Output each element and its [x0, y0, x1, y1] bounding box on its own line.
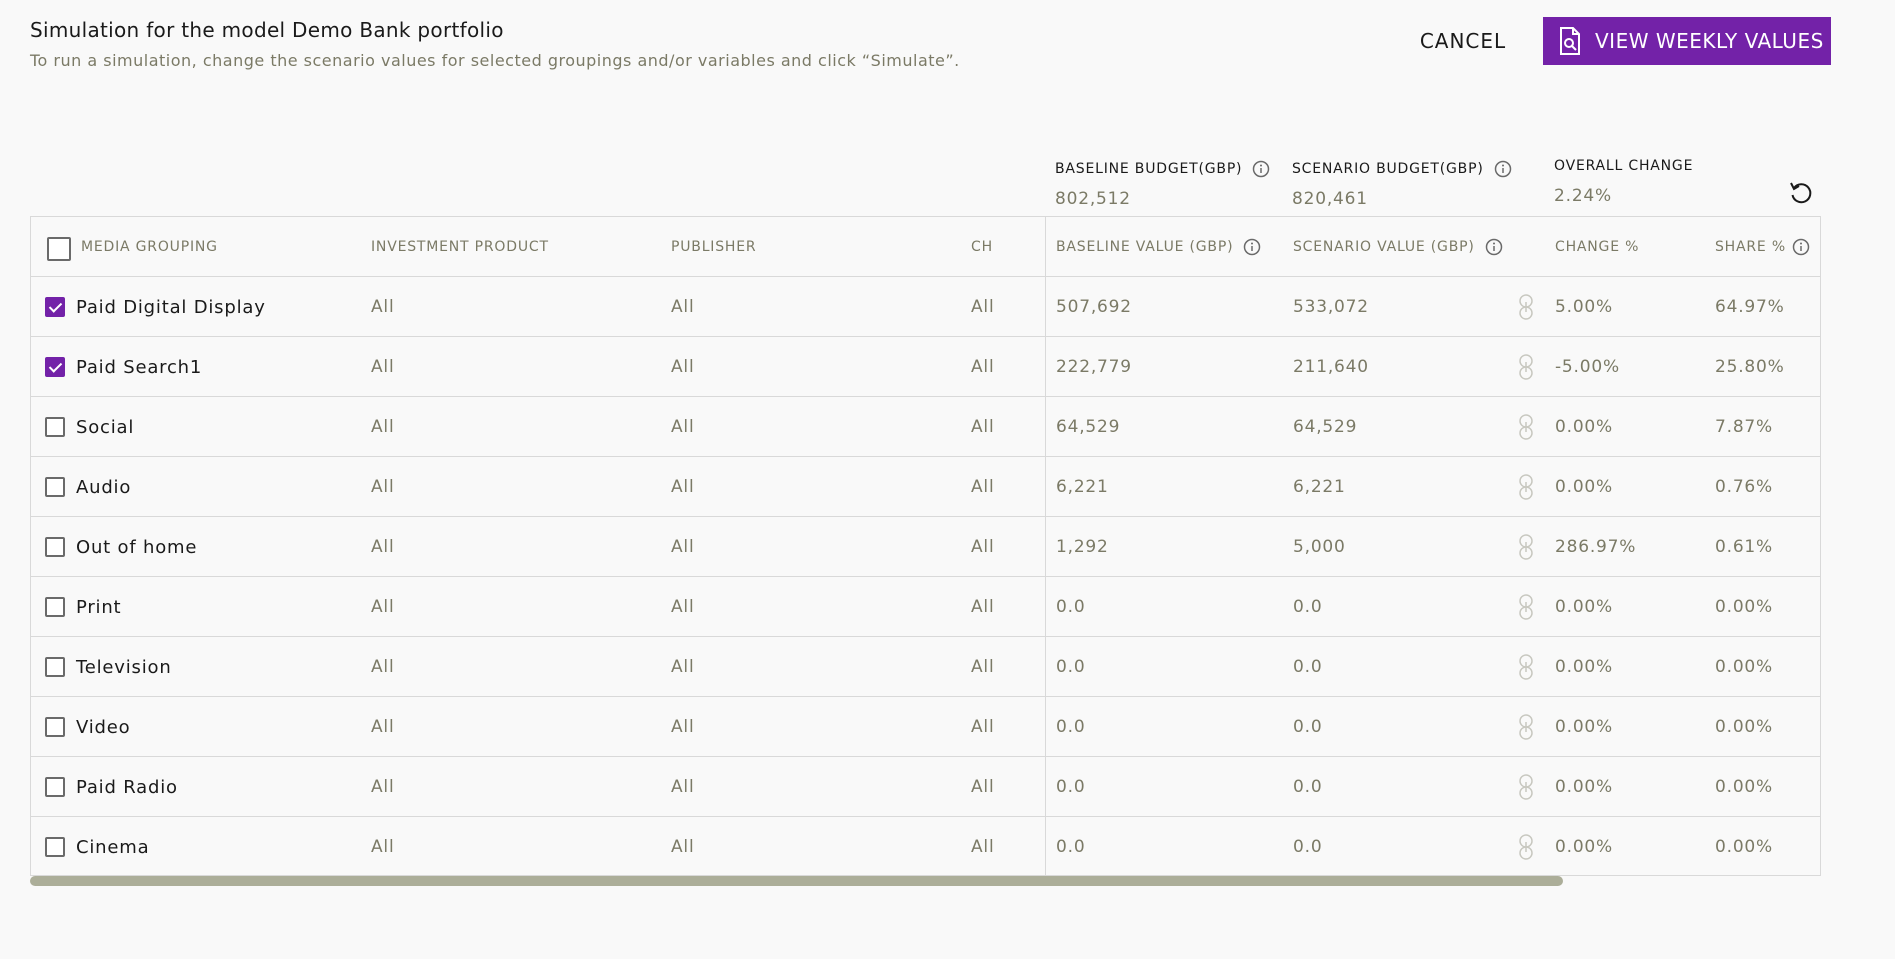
header-share-label: SHARE % — [1715, 239, 1786, 255]
investment-product-cell: All — [371, 537, 395, 557]
share-cell: 7.87% — [1715, 417, 1774, 437]
scenario-value-cell[interactable]: 0.0 — [1293, 657, 1323, 677]
baseline-value-cell: 507,692 — [1056, 297, 1132, 317]
media-grouping-cell: Paid Search1 — [76, 356, 203, 378]
cancel-button[interactable]: CANCEL — [1400, 17, 1526, 65]
publisher-cell: All — [671, 777, 695, 797]
media-grouping-cell: Paid Digital Display — [76, 296, 266, 318]
link-icon[interactable] — [1519, 714, 1533, 740]
publisher-cell: All — [671, 717, 695, 737]
info-icon[interactable] — [1792, 238, 1810, 256]
info-icon[interactable] — [1485, 238, 1503, 256]
media-grouping-cell: Print — [76, 596, 122, 618]
row-checkbox[interactable] — [45, 717, 65, 737]
channel-cell: All — [971, 657, 995, 677]
row-checkbox[interactable] — [45, 417, 65, 437]
share-cell: 0.00% — [1715, 657, 1774, 677]
share-cell: 0.00% — [1715, 717, 1774, 737]
media-grouping-cell: Video — [76, 716, 131, 738]
baseline-budget-title: BASELINE BUDGET — [1055, 161, 1199, 177]
channel-cell: All — [971, 297, 995, 317]
baseline-value-cell: 6,221 — [1056, 477, 1109, 497]
scenario-value-cell[interactable]: 211,640 — [1293, 357, 1369, 377]
overall-change-label: OVERALL CHANGE — [1554, 158, 1694, 174]
link-icon[interactable] — [1519, 654, 1533, 680]
info-icon[interactable] — [1243, 238, 1261, 256]
link-icon[interactable] — [1519, 354, 1533, 380]
row-checkbox[interactable] — [45, 477, 65, 497]
table-row — [31, 337, 1821, 397]
publisher-cell: All — [671, 297, 695, 317]
channel-cell: All — [971, 597, 995, 617]
investment-product-cell: All — [371, 417, 395, 437]
table-row — [31, 277, 1821, 337]
baseline-value-cell: 0.0 — [1056, 597, 1086, 617]
publisher-cell: All — [671, 837, 695, 857]
row-checkbox[interactable] — [45, 297, 65, 317]
horizontal-scrollbar-thumb[interactable] — [30, 876, 1563, 886]
header-investment-product[interactable]: INVESTMENT PRODUCT — [371, 239, 549, 255]
publisher-cell: All — [671, 417, 695, 437]
channel-cell: All — [971, 837, 995, 857]
baseline-budget-label — [1055, 160, 1270, 178]
investment-product-cell: All — [371, 357, 395, 377]
row-checkbox[interactable] — [45, 537, 65, 557]
scenario-budget-label — [1292, 160, 1512, 178]
change-cell[interactable]: 0.00% — [1555, 657, 1614, 677]
change-cell[interactable]: 5.00% — [1555, 297, 1614, 317]
investment-product-cell: All — [371, 777, 395, 797]
page-title: Simulation for the model Demo Bank portfolio — [30, 18, 504, 42]
header-publisher[interactable]: PUBLISHER — [671, 239, 757, 255]
media-grouping-cell: Television — [76, 656, 172, 678]
share-cell: 25.80% — [1715, 357, 1785, 377]
change-cell[interactable]: 0.00% — [1555, 477, 1614, 497]
header-scenario-value[interactable] — [1293, 217, 1503, 277]
change-cell[interactable]: 0.00% — [1555, 837, 1614, 857]
link-icon[interactable] — [1519, 534, 1533, 560]
row-checkbox[interactable] — [45, 597, 65, 617]
share-cell: 0.00% — [1715, 837, 1774, 857]
page-subtitle: To run a simulation, change the scenario values for selected groupings and/or variables and click “Simulate”. — [30, 51, 960, 70]
document-search-icon — [1559, 27, 1581, 55]
table-row — [31, 817, 1821, 876]
investment-product-cell: All — [371, 477, 395, 497]
investment-product-cell: All — [371, 657, 395, 677]
baseline-value-cell: 0.0 — [1056, 717, 1086, 737]
baseline-value-cell: 0.0 — [1056, 837, 1086, 857]
reset-icon[interactable] — [1788, 180, 1814, 206]
scenario-value-cell[interactable]: 0.0 — [1293, 717, 1323, 737]
channel-cell: All — [971, 537, 995, 557]
channel-cell: All — [971, 417, 995, 437]
scenario-value-cell[interactable]: 5,000 — [1293, 537, 1346, 557]
header-baseline-value-label: BASELINE VALUE (GBP) — [1056, 239, 1234, 255]
media-grouping-cell: Social — [76, 416, 135, 438]
table-row — [31, 457, 1821, 517]
row-checkbox[interactable] — [45, 657, 65, 677]
scenario-value-cell[interactable]: 533,072 — [1293, 297, 1369, 317]
baseline-budget-unit: (GBP) — [1198, 161, 1243, 177]
scenario-budget-value: 820,461 — [1292, 189, 1368, 209]
overall-change-value: 2.24% — [1554, 186, 1613, 206]
publisher-cell: All — [671, 357, 695, 377]
publisher-cell: All — [671, 657, 695, 677]
header-channel[interactable]: CH — [971, 239, 993, 255]
header-baseline-value[interactable] — [1056, 217, 1261, 277]
channel-cell: All — [971, 777, 995, 797]
publisher-cell: All — [671, 477, 695, 497]
channel-cell: All — [971, 717, 995, 737]
share-cell: 0.61% — [1715, 537, 1774, 557]
info-icon[interactable] — [1494, 160, 1512, 178]
investment-product-cell: All — [371, 837, 395, 857]
table-row — [31, 517, 1821, 577]
row-checkbox[interactable] — [45, 357, 65, 377]
link-icon[interactable] — [1519, 414, 1533, 440]
table-row — [31, 757, 1821, 817]
baseline-value-cell: 1,292 — [1056, 537, 1109, 557]
header-share[interactable] — [1715, 217, 1810, 277]
scenario-value-cell[interactable]: 0.0 — [1293, 597, 1323, 617]
table-row — [31, 577, 1821, 637]
simulation-table — [30, 216, 1821, 876]
channel-cell: All — [971, 357, 995, 377]
change-cell[interactable]: -5.00% — [1555, 357, 1620, 377]
media-grouping-cell: Cinema — [76, 836, 150, 858]
table-header-row — [31, 217, 1821, 277]
baseline-value-cell: 0.0 — [1056, 777, 1086, 797]
publisher-cell: All — [671, 537, 695, 557]
change-cell[interactable]: 0.00% — [1555, 597, 1614, 617]
header-change[interactable]: CHANGE % — [1555, 239, 1640, 255]
share-cell: 0.76% — [1715, 477, 1774, 497]
scenario-budget-title: SCENARIO BUDGET — [1292, 161, 1440, 177]
table-row — [31, 697, 1821, 757]
view-weekly-values-button[interactable] — [1543, 17, 1831, 65]
view-weekly-values-label: VIEW WEEKLY VALUES — [1595, 29, 1824, 53]
change-cell[interactable]: 286.97% — [1555, 537, 1637, 557]
header-media-grouping[interactable]: MEDIA GROUPING — [81, 239, 218, 255]
media-grouping-cell: Paid Radio — [76, 776, 178, 798]
change-cell[interactable]: 0.00% — [1555, 777, 1614, 797]
share-cell: 0.00% — [1715, 597, 1774, 617]
media-grouping-cell: Out of home — [76, 536, 198, 558]
link-icon[interactable] — [1519, 294, 1533, 320]
media-grouping-cell: Audio — [76, 476, 132, 498]
info-icon[interactable] — [1252, 160, 1270, 178]
header-scenario-value-label: SCENARIO VALUE (GBP) — [1293, 239, 1475, 255]
link-icon[interactable] — [1519, 774, 1533, 800]
scenario-value-cell[interactable]: 6,221 — [1293, 477, 1346, 497]
table-row — [31, 397, 1821, 457]
link-icon[interactable] — [1519, 834, 1533, 860]
baseline-value-cell: 222,779 — [1056, 357, 1132, 377]
baseline-budget-value: 802,512 — [1055, 189, 1131, 209]
change-cell[interactable]: 0.00% — [1555, 717, 1614, 737]
investment-product-cell: All — [371, 717, 395, 737]
investment-product-cell: All — [371, 297, 395, 317]
row-checkbox[interactable] — [45, 837, 65, 857]
scenario-value-cell[interactable]: 64,529 — [1293, 417, 1358, 437]
row-checkbox[interactable] — [45, 777, 65, 797]
select-all-checkbox[interactable] — [47, 237, 71, 261]
scenario-budget-unit: (GBP) — [1439, 161, 1484, 177]
link-icon[interactable] — [1519, 474, 1533, 500]
share-cell: 64.97% — [1715, 297, 1785, 317]
channel-cell: All — [971, 477, 995, 497]
link-icon[interactable] — [1519, 594, 1533, 620]
publisher-cell: All — [671, 597, 695, 617]
baseline-value-cell: 0.0 — [1056, 657, 1086, 677]
table-row — [31, 637, 1821, 697]
investment-product-cell: All — [371, 597, 395, 617]
scenario-value-cell[interactable]: 0.0 — [1293, 837, 1323, 857]
change-cell[interactable]: 0.00% — [1555, 417, 1614, 437]
baseline-value-cell: 64,529 — [1056, 417, 1121, 437]
scenario-value-cell[interactable]: 0.0 — [1293, 777, 1323, 797]
share-cell: 0.00% — [1715, 777, 1774, 797]
